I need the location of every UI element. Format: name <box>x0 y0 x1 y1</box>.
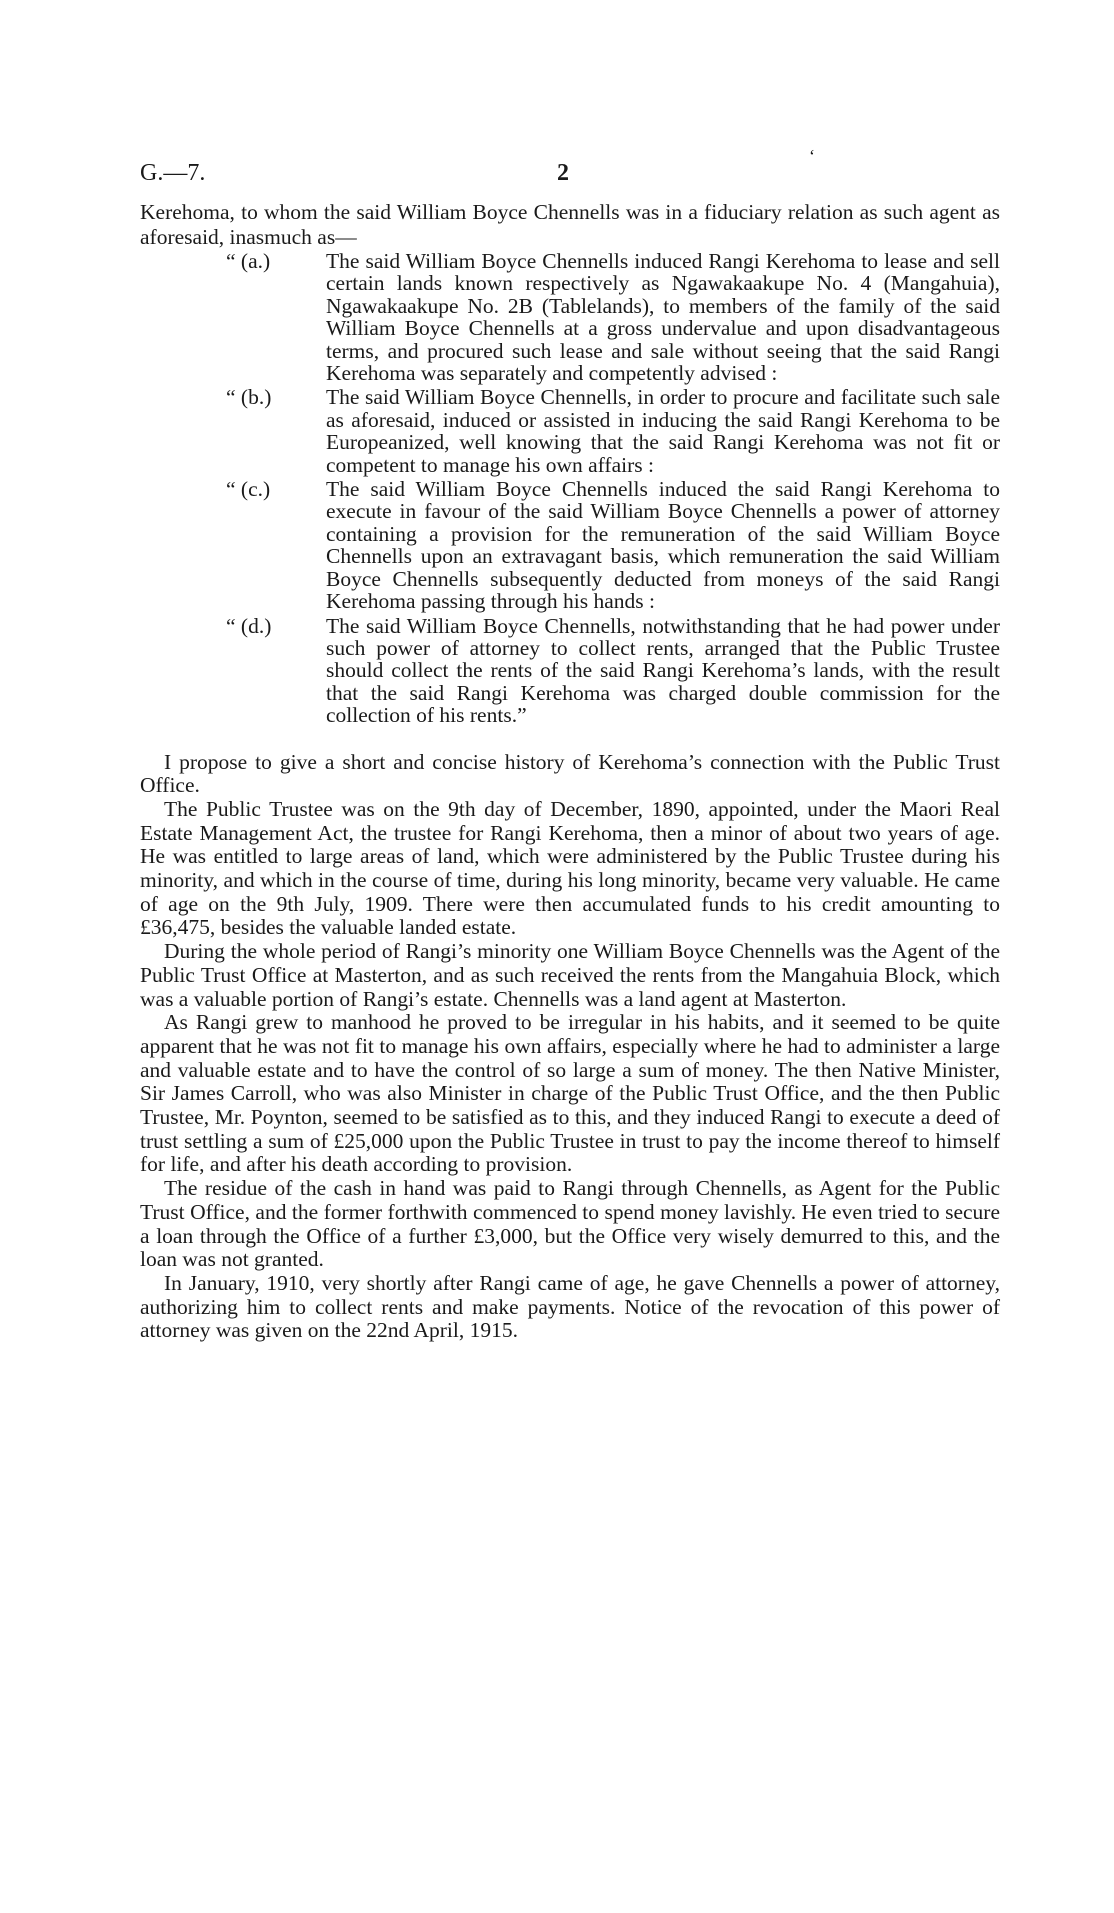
clause-c <box>140 478 1000 612</box>
clause-label: “ (a.) <box>226 249 271 273</box>
clause-a <box>140 250 1000 384</box>
document-page <box>140 146 1000 1343</box>
paragraph-chennells-agent: During the whole period of Rangi’s minority one William Boyce Chennells was the Agent of the Public Trust Office at Masterton, and as such received the rents from the Mangahuia Block, which was a valuable portion of Rangi’s estate. Chennells was a land agent at Masterton. <box>140 939 1000 1011</box>
paragraph-deed-of-trust: As Rangi grew to manhood he proved to be irregular in his habits, and it seemed to be quite apparent that he was not fit to manage his own affairs, especially where he had to administer a large and valuable estate and to have the control of so large a sum of money. The then Native Minister, Sir James Carroll, who was also Minister in charge of the Public Trust Office, and the then Public Trustee, Mr. Poynton, seemed to be satisfied as to this, and they induced Rangi to execute a deed of trust settling a sum of £25,000 upon the Public Trustee in trust to pay the income thereof to himself for life, and after his death according to provision. <box>140 1010 1000 1177</box>
paragraph-history-intro: I propose to give a short and concise history of Kerehoma’s connection with the Public Trust Office. <box>140 749 1000 798</box>
page-header <box>140 146 1000 200</box>
clause-text: The said William Boyce Chennells induced the said Rangi Kerehoma to execute in favour of the said William Boyce Chennells a power of attorney containing a provision for the remuneration of the said William Boyce Chennells upon an extravagant basis, which remuneration the said William Boyce Chennells subsequently deducted from moneys of the said Rangi Kerehoma passing through his hands : <box>326 477 1000 614</box>
clause-label: “ (b.) <box>226 385 272 410</box>
page-number: 2 <box>557 160 569 186</box>
clause-label: “ (c.) <box>226 477 271 502</box>
document-reference: G.—7. <box>140 160 206 186</box>
paragraph-residue-cash: The residue of the cash in hand was paid to Rangi through Chennells, as Agent for the Public Trust Office, and the former forthwith commenced to spend money lavishly. He even tried to secure a loan through the Office of a further £3,000, but the Office very wisely demurred to this, and the loan was not granted. <box>140 1176 1000 1272</box>
quoted-clauses <box>140 250 1000 727</box>
stray-mark: ‘ <box>809 146 815 166</box>
clause-b <box>140 386 1000 476</box>
clause-text: The said William Boyce Chennells induced Rangi Kerehoma to lease and sell certain lands known respectively as Ngawakaakupe No. 4 (Mangahuia), Ngawakaakupe No. 2B (Tablelands), to members of the family of the said William Boyce Chennells at a gross undervalue and upon disadvantageous terms, and procured such lease and sale without seeing that the said Rangi Kerehoma was separately and competently advised : <box>326 249 1000 386</box>
paragraph-power-of-attorney: In January, 1910, very shortly after Rangi came of age, he gave Chennells a power of attorney, authorizing him to collect rents and make payments. Notice of the revocation of this power of attorney was given on the 22nd April, 1915. <box>140 1271 1000 1343</box>
clause-text: The said William Boyce Chennells, notwithstanding that he had power under such power of attorney to collect rents, arranged that the Public Trustee should collect the rents of the said Rangi Kerehoma’s lands, with the result that the said Rangi Kerehoma was charged double commission for the collection of his rents.” <box>326 613 1000 728</box>
lead-paragraph: Kerehoma, to whom the said William Boyce Chennells was in a fiduciary relation as such agent as aforesaid, inasmuch as— <box>140 200 1000 249</box>
clause-text: The said William Boyce Chennells, in order to procure and facilitate such sale as aforesaid, induced or assisted in inducing the said Rangi Kerehoma to be Europeanized, well knowing that the said Rangi Kerehoma was not fit or competent to manage his own affairs : <box>326 385 1000 477</box>
clause-d <box>140 615 1000 727</box>
clause-label: “ (d.) <box>226 613 272 638</box>
paragraph-trustee-appointment: The Public Trustee was on the 9th day of December, 1890, appointed, under the Maori Real Estate Management Act, the trustee for Rangi Kerehoma, then a minor of about two years of age. He was entitled to large areas of land, which were administered by the Public Trustee during his minority, and which in the course of time, during his long minority, became very valuable. He came of age on the 9th July, 1909. There were then accumulated funds to his credit amounting to £36,475, besides the valuable landed estate. <box>140 796 1000 940</box>
